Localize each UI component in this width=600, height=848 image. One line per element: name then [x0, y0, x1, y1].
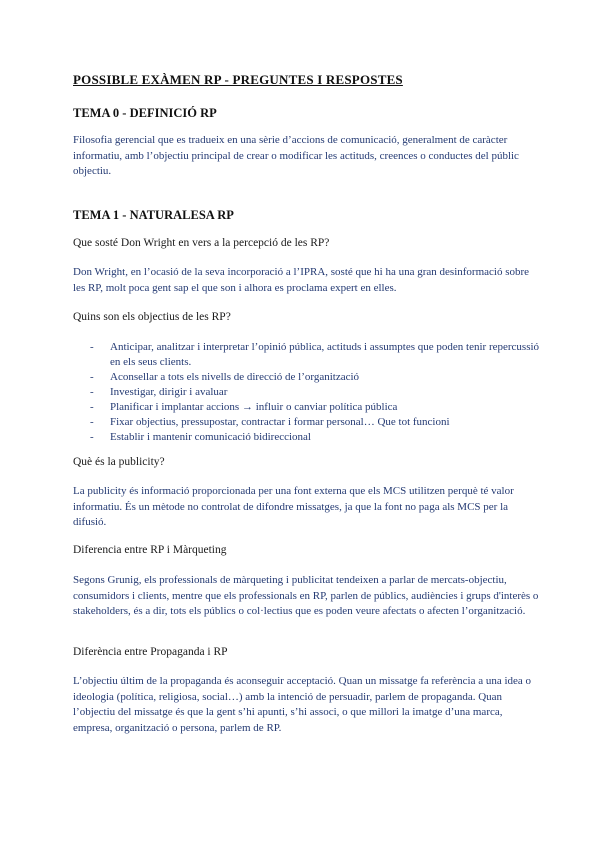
answer-don-wright: Don Wright, en l’ocasió de la seva incorporació a l’IPRA, sosté que hi ha una gran desinformació sobre les RP, molt poca gent sap el que son i alhora es proclama expert en elles.: [73, 266, 530, 294]
answer-rp-marketing: Segons Grunig, els professionals de màrqueting i publicitat tendeixen a parlar de mercats-objectiu, consumidors i clients, mentre que els professionals en RP, parlen de públics, audiències i grups d'interès o stakeholders, és a dir, tots els públics o col·lectius que es poden veure afectats o afecten l’organització.: [73, 574, 539, 617]
list-item: - Aconsellar a tots els nivells de direcció de l’organització: [90, 371, 360, 383]
answer-propaganda-rp: L’objectiu últim de la propaganda és aconseguir acceptació. Quan un missatge fa referència a una idea o ideologia (política, religiosa, social…) amb la intenció de persuadir, parlem de propaganda. Quan l’objectiu del missatge és que la gent s’hi apunti, s’hi associ, o que millori la imatge d’una marca, empresa, organització o persona, parlem de RP.: [73, 675, 532, 734]
question-publicity: Què és la publicity?: [73, 456, 165, 468]
list-item: - Fixar objectius, pressupostar, contractar i formar personal… Que tot funcioni: [90, 416, 450, 428]
answer-publicity: La publicity és informació proporcionada per una font externa que els MCS utilitzen perquè té valor informatiu. És un mètode no controlat de difondre missatges, ja que la font no paga als MCS per la difusió.: [73, 485, 514, 528]
question-objectives: Quins son els objectius de les RP?: [73, 311, 231, 323]
list-item: - Investigar, dirigir i avaluar: [90, 386, 228, 398]
objectives-list: [90, 340, 542, 445]
list-item: - Establir i mantenir comunicació bidireccional: [90, 431, 311, 443]
list-item: - Planificar i implantar accions → influir o canviar política pública: [90, 401, 398, 413]
question-propaganda-rp: Diferència entre Propaganda i RP: [73, 646, 228, 658]
tema0-definition: Filosofia gerencial que es tradueix en una sèrie d’accions de comunicació, generalment de caràcter informatiu, amb l’objectiu principal de crear o modificar les actituds, creences o conductes del públic objectiu.: [73, 134, 519, 177]
question-rp-marketing: Diferencia entre RP i Màrqueting: [73, 544, 227, 556]
tema1-heading: TEMA 1 - NATURALESA RP: [73, 208, 234, 222]
tema0-heading: TEMA 0 - DEFINICIÓ RP: [73, 106, 217, 120]
question-don-wright: Que sosté Don Wright en vers a la percepció de les RP?: [73, 237, 330, 249]
document-title: POSSIBLE EXÀMEN RP - PREGUNTES I RESPOSTES: [73, 72, 403, 87]
list-item: - Anticipar, analitzar i interpretar l’opinió pública, actituds i assumptes que poden tenir repercussió en els seus clients.: [90, 341, 540, 368]
